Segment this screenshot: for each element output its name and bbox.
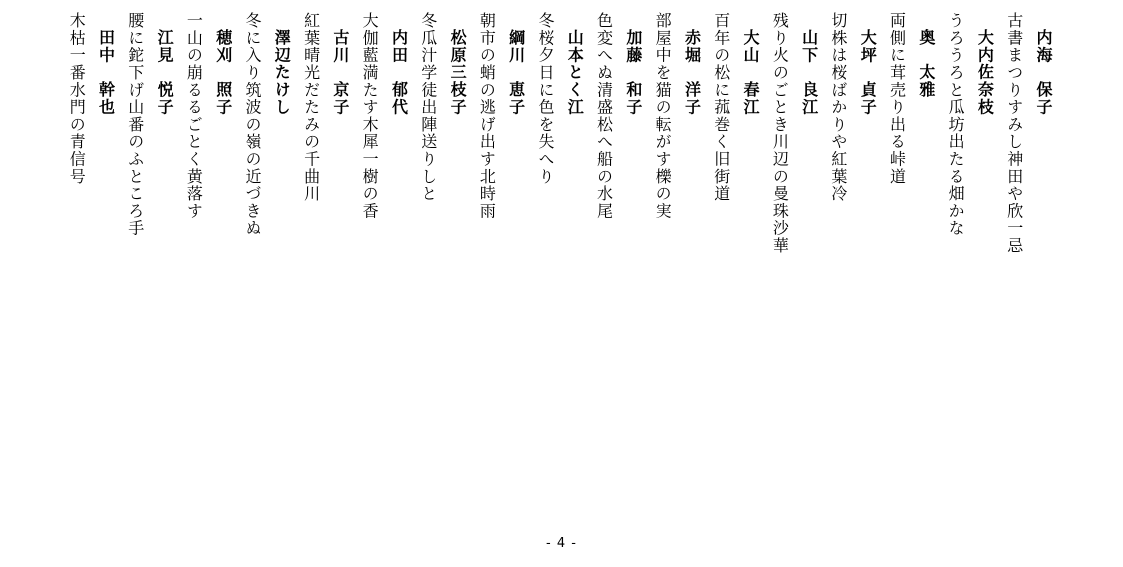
haiku-entry [817, 12, 876, 202]
haiku-entry [172, 12, 231, 220]
haiku-entry [934, 12, 993, 237]
haiku-text: 腰に鉈下げ山番のふところ手 [125, 12, 145, 237]
haiku-entry [699, 12, 761, 203]
haiku-text: うろうろと瓜坊出たる畑かな [946, 12, 966, 237]
haiku-entry [289, 12, 348, 202]
author-name: 山本とく江 [565, 29, 585, 116]
haiku-text: 紅葉晴光だたみの千曲川 [301, 12, 321, 203]
haiku-text: 古書まつりすみし神田や欣一忌 [1004, 12, 1024, 255]
haiku-entry [465, 12, 524, 220]
author-name: 赤堀 洋子 [682, 29, 702, 116]
haiku-entry [875, 12, 934, 185]
haiku-entry [55, 12, 114, 185]
haiku-entry [641, 12, 700, 220]
haiku-text: 切株は桜ばかりや紅葉冷 [828, 12, 848, 203]
author-name: 穂刈 照子 [213, 29, 233, 116]
haiku-entry [992, 12, 1051, 254]
haiku-entry [582, 12, 641, 220]
haiku-text: 部屋中を猫の転がす櫟の実 [653, 12, 673, 220]
haiku-text: 冬に入り筑波の嶺の近づきぬ [242, 12, 262, 237]
haiku-text: 色変へぬ清盛松へ船の水尾 [594, 12, 614, 220]
haiku-text: 朝市の蛸の逃げ出す北時雨 [477, 12, 497, 220]
author-name: 綱川 恵子 [506, 29, 526, 116]
haiku-entry [406, 12, 468, 203]
haiku-column-list [55, 12, 1051, 512]
author-name: 加藤 和子 [623, 29, 643, 116]
haiku-text: 冬瓜汁学徒出陣送りしと [418, 12, 438, 203]
haiku-text: 冬桜夕日に色を失へり [535, 12, 555, 185]
haiku-entry [348, 12, 407, 220]
haiku-text: 一山の崩るるごとく黄落す [184, 12, 204, 220]
haiku-text: 木枯一番水門の青信号 [67, 12, 87, 185]
haiku-entry [231, 12, 290, 237]
haiku-entry [114, 12, 173, 237]
page-number: - 4 - [546, 536, 577, 551]
haiku-entry [758, 12, 817, 254]
author-name: 大山 春江 [741, 29, 761, 116]
author-name: 内田 郁代 [389, 29, 409, 116]
author-name: 松原三枝子 [448, 29, 468, 116]
author-name: 古川 京子 [330, 29, 350, 116]
author-name: 奥 太雅 [916, 29, 936, 99]
author-name: 田中 幹也 [96, 29, 116, 116]
haiku-text: 百年の松に菰巻く旧街道 [711, 12, 731, 203]
author-name: 内海 保子 [1034, 29, 1053, 116]
haiku-text: 残り火のごとき川辺の曼珠沙華 [770, 12, 790, 255]
author-name: 澤辺たけし [272, 29, 292, 116]
author-name: 江見 悦子 [155, 29, 175, 116]
haiku-entry [524, 12, 583, 185]
haiku-text: 大伽藍満たす木犀一樹の香 [360, 12, 380, 220]
author-name: 大内佐奈枝 [975, 29, 995, 116]
author-name: 大坪 貞子 [858, 29, 878, 116]
haiku-text: 両側に茸売り出る峠道 [887, 12, 907, 185]
author-name: 山下 良江 [799, 29, 819, 116]
